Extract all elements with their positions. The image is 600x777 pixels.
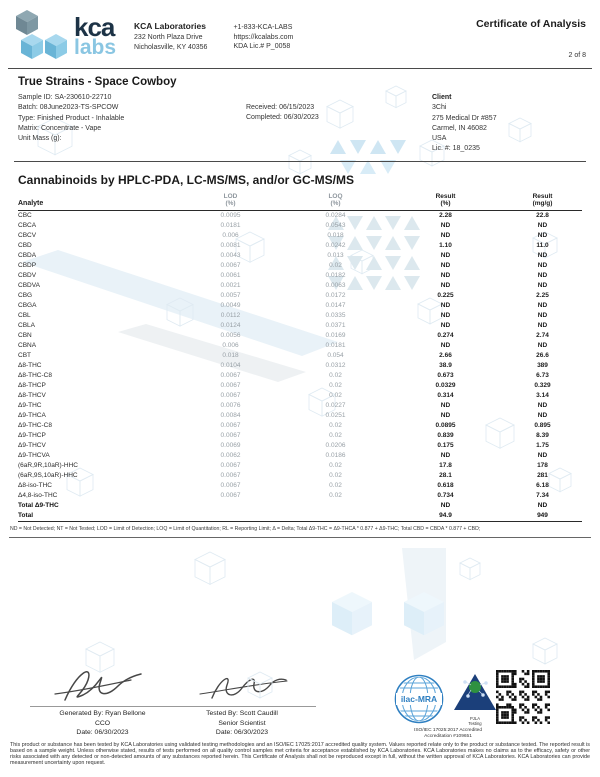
cell-analyte: Δ9-THCVA [18, 451, 50, 459]
cell-mgg: 8.39 [536, 431, 549, 439]
cell-analyte: CBL [18, 311, 31, 319]
cell-loq: 0.0227 [325, 401, 346, 409]
cell-loq [283, 501, 388, 511]
cell-loq: 0.0147 [325, 301, 346, 309]
table-row [18, 331, 582, 341]
cell-lod: 0.006 [222, 341, 239, 349]
header-result-pct-line2: (%) [440, 200, 451, 208]
cell-lod: 0.0067 [220, 481, 241, 489]
sample-id: Sample ID: SA-230610-22710 [18, 94, 112, 101]
cell-lod: 0.0069 [220, 441, 241, 449]
cell-lod: 0.0049 [220, 301, 241, 309]
cell-loq: 0.0242 [325, 241, 346, 249]
sample-dates-block [246, 93, 432, 155]
cell-loq: 0.02 [329, 261, 342, 269]
table-row [18, 451, 582, 461]
cell-mgg: ND [537, 401, 548, 409]
cell-pct: ND [440, 411, 451, 419]
cell-pct: 1.10 [439, 241, 452, 249]
cell-mgg: ND [537, 271, 548, 279]
tested-by-date: Date: 06/30/2023 [215, 729, 269, 737]
table-row [18, 221, 582, 231]
table-row [18, 501, 582, 511]
logo-text-kca: kca [74, 12, 115, 42]
cell-analyte: Δ8-THCV [18, 391, 46, 399]
table-row [18, 261, 582, 271]
cell-pct: ND [440, 221, 451, 229]
cell-lod: 0.0043 [220, 251, 241, 259]
table-row [18, 401, 582, 411]
cell-pct: ND [440, 321, 451, 329]
table-row [18, 431, 582, 441]
lab-name: KCA Laboratories [134, 21, 206, 31]
cell-loq: 0.013 [327, 251, 344, 259]
cell-loq: 0.0251 [325, 411, 346, 419]
cell-lod: 0.0076 [220, 401, 241, 409]
cell-pct: ND [440, 281, 451, 289]
cell-analyte: Δ8-THC [18, 361, 42, 369]
ilac-mra-label: ilac-MRA [400, 694, 438, 705]
header-result-pct-line1: Result [435, 192, 456, 200]
cell-mgg: 7.34 [536, 491, 549, 499]
tested-by-name: Tested By: Scott Caudill [206, 710, 278, 717]
sample-unit-mass: Unit Mass (g): [18, 135, 62, 143]
cell-mgg: 178 [537, 461, 548, 469]
cell-pct: 0.734 [437, 491, 454, 499]
cell-analyte: CBT [18, 351, 31, 359]
cell-lod: 0.0095 [220, 211, 241, 219]
cell-pct: 0.175 [437, 441, 454, 449]
cell-loq: 0.02 [329, 431, 342, 439]
cell-mgg: 2.25 [536, 291, 549, 299]
cell-mgg: ND [537, 281, 548, 289]
cell-lod: 0.0124 [220, 321, 241, 329]
cell-pct: ND [440, 231, 451, 239]
cell-lod: 0.0067 [220, 261, 241, 269]
cell-lod: 0.0067 [220, 461, 241, 469]
table-row [18, 301, 582, 311]
cell-loq: 0.054 [327, 351, 344, 359]
cell-pct: 2.28 [439, 211, 452, 219]
cell-mgg: 6.18 [536, 481, 549, 489]
header-result-mgg-line1: Result [532, 192, 553, 200]
accreditation-line1: ISO/IEC 17025:2017 Accredited [414, 728, 482, 733]
cell-lod: 0.0067 [220, 391, 241, 399]
cell-mgg: 3.14 [536, 391, 549, 399]
cell-loq: 0.0186 [325, 451, 346, 459]
cell-mgg: 0.329 [534, 381, 551, 389]
cell-analyte: Δ8-iso-THC [18, 481, 52, 489]
table-row [18, 461, 582, 471]
cell-lod [178, 511, 283, 521]
cell-loq: 0.0543 [325, 221, 346, 229]
cell-lod: 0.0067 [220, 421, 241, 429]
cell-pct: 0.839 [437, 431, 454, 439]
page-indicator: 2 of 8 [568, 52, 586, 59]
sample-batch: Batch: 08June2023-TS-SPCOW [18, 104, 119, 112]
client-country: USA [432, 135, 447, 143]
client-address2: Carmel, IN 46082 [432, 124, 487, 132]
generated-by-title: CCO [94, 719, 111, 727]
cell-analyte: CBCA [18, 221, 37, 229]
cell-loq: 0.02 [329, 461, 342, 469]
cell-lod: 0.006 [222, 231, 239, 239]
cell-pct: 0.274 [437, 331, 454, 339]
table-row [18, 351, 582, 361]
header-lod-line2: (%) [225, 200, 236, 208]
cell-analyte: CBDP [18, 261, 37, 269]
cell-loq: 0.018 [327, 231, 344, 239]
table-row [18, 341, 582, 351]
cell-mgg: ND [537, 321, 548, 329]
cell-pct: 2.66 [439, 351, 452, 359]
lab-contact-block [233, 23, 293, 64]
table-row [18, 411, 582, 421]
lab-address-line1: 232 North Plaza Drive [134, 34, 203, 41]
section-title: Cannabinoids by HPLC-PDA, LC-MS/MS, and/or GC-MS/MS [18, 172, 354, 187]
cell-lod: 0.0181 [220, 221, 241, 229]
cell-pct: 0.0329 [435, 381, 456, 389]
sample-type: Type: Finished Product - Inhalable [18, 114, 125, 122]
cell-analyte: CBLA [18, 321, 35, 329]
cell-analyte: Δ8-THC-C8 [18, 371, 52, 379]
header-loq-line2: (%) [330, 200, 341, 208]
cell-pct: ND [440, 261, 451, 269]
generated-by-name: Generated By: Ryan Bellone [59, 710, 146, 717]
cell-mgg: ND [537, 261, 548, 269]
cell-mgg: ND [537, 311, 548, 319]
cell-loq: 0.02 [329, 421, 342, 429]
cell-loq: 0.0371 [325, 321, 346, 329]
header-loq-line1: LOQ [328, 192, 343, 200]
cell-loq: 0.0181 [325, 341, 346, 349]
cell-lod: 0.0104 [220, 361, 241, 369]
cell-analyte: (6aR,9R,10aR)-HHC [18, 461, 78, 469]
cell-mgg: ND [537, 301, 548, 309]
header-loq [283, 193, 388, 208]
cell-pct: 0.618 [437, 481, 454, 489]
table-row [18, 491, 582, 501]
cell-analyte: CBCV [18, 231, 37, 239]
cell-pct: ND [440, 251, 451, 259]
table-row [18, 211, 582, 221]
sample-details-block [18, 93, 246, 155]
table-row [18, 511, 582, 521]
cell-analyte: CBC [18, 211, 32, 219]
cell-analyte: Total Δ9-THC [18, 501, 59, 509]
cell-mgg: ND [537, 221, 548, 229]
product-title: True Strains - Space Cowboy [18, 76, 177, 88]
cell-analyte: Δ9-THC [18, 401, 42, 409]
lab-address-block [134, 21, 207, 64]
header-result-mgg [503, 193, 582, 208]
completed-date: Completed: 06/30/2023 [246, 114, 319, 122]
cell-lod [178, 501, 283, 511]
cell-loq: 0.0206 [325, 441, 346, 449]
cell-mgg: 0.895 [534, 421, 551, 429]
document-title: Certificate of Analysis [476, 18, 586, 30]
cell-analyte: Δ8-THCP [18, 381, 46, 389]
table-row [18, 361, 582, 371]
cell-mgg: 281 [537, 471, 548, 479]
cell-pct: 0.225 [437, 291, 454, 299]
cell-lod: 0.0067 [220, 471, 241, 479]
cell-analyte: Δ9-THCV [18, 441, 46, 449]
cell-pct: 28.1 [439, 471, 452, 479]
cell-pct: ND [440, 341, 451, 349]
cell-loq: 0.0172 [325, 291, 346, 299]
table-row [18, 371, 582, 381]
generated-by-date: Date: 06/30/2023 [76, 729, 129, 737]
sample-matrix: Matrix: Concentrate - Vape [18, 124, 102, 132]
cell-mgg: 389 [537, 361, 548, 369]
table-row [18, 251, 582, 261]
header-divider [8, 68, 592, 69]
lab-website: https://kcalabs.com [233, 33, 294, 41]
pjla-label: PJLA [469, 716, 480, 721]
table-footnote: ND = Not Detected; NT = Not Tested; LOD = Limit of Detection; LOQ = Limit of Quantitation; RL = Reporting Limit; Δ = Delta; Total Δ9-THC = Δ9-THCA * 0.877 + Δ9-THC; Total CBD = CBDA * 0.877 + CBD; [10, 525, 481, 532]
document-title-block [476, 18, 586, 64]
cell-loq: 0.02 [329, 481, 342, 489]
cell-analyte: Total [18, 511, 34, 519]
cell-pct: ND [440, 271, 451, 279]
cell-mgg: 26.6 [536, 351, 549, 359]
cell-mgg: ND [537, 341, 548, 349]
cell-pct: ND [440, 311, 451, 319]
cell-loq [283, 511, 388, 521]
client-label: Client [432, 94, 452, 101]
cell-loq: 0.02 [329, 381, 342, 389]
cell-mgg: ND [537, 251, 548, 259]
cell-loq: 0.02 [329, 491, 342, 499]
lab-kda-license: KDA Lic.# P_0058 [233, 43, 291, 50]
cell-lod: 0.0057 [220, 291, 241, 299]
cell-mgg: ND [537, 231, 548, 239]
client-name: 3Chi [432, 104, 447, 112]
cell-loq: 0.0169 [325, 331, 346, 339]
cell-mgg: 22.8 [536, 211, 549, 219]
cell-analyte: Δ9-THCP [18, 431, 46, 439]
table-row [18, 241, 582, 251]
table-row [18, 481, 582, 491]
header-result-pct [388, 193, 503, 208]
tested-by-title: Senior Scientist [218, 719, 266, 727]
table-row [18, 281, 582, 291]
cell-analyte: CBGA [18, 301, 37, 309]
cell-mgg: ND [537, 501, 548, 509]
cell-mgg: 949 [537, 511, 548, 519]
cell-lod: 0.0067 [220, 381, 241, 389]
cell-loq: 0.02 [329, 471, 342, 479]
cannabinoid-table [18, 193, 582, 522]
cell-analyte: CBDVA [18, 281, 40, 289]
table-row [18, 311, 582, 321]
table-row [18, 291, 582, 301]
header [0, 0, 600, 64]
cell-mgg: 1.75 [536, 441, 549, 449]
cell-mgg: 2.74 [536, 331, 549, 339]
cell-pct: 17.8 [439, 461, 452, 469]
cell-analyte: CBD [18, 241, 32, 249]
table-row [18, 471, 582, 481]
kca-labs-logo [14, 8, 116, 64]
footnote-divider [9, 537, 591, 538]
cell-mgg: ND [537, 451, 548, 459]
legal-disclaimer: This product or substance has been tested by KCA Laboratories using validated testing methodologies and an ISO/IEC 17025:2017 accredited quality system. Values reported relate only to the product or substance tested. The reported result is based on a sample weight. Unless otherwise stated, results of tests performed on all quality control samples met criteria for acceptance established by KCA Laboratories. KCA Laboratories makes no claims as to the efficacy, safety or other risks associated with any detected or non-detected amounts of any substances reported herein. This Certificate of Analysis shall not be reproduced except in full, without the written approval of KCA Laboratories. KCA Laboratories can provide measurement uncertainty upon request. [10, 742, 590, 766]
cell-loq: 0.0335 [325, 311, 346, 319]
table-row [18, 321, 582, 331]
cell-lod: 0.0112 [220, 311, 241, 319]
table-row [18, 441, 582, 451]
cell-lod: 0.018 [222, 351, 239, 359]
cell-analyte: Δ9-THCA [18, 411, 46, 419]
received-date: Received: 06/15/2023 [246, 104, 315, 111]
cell-mgg: 6.73 [536, 371, 549, 379]
header-analyte: Analyte [18, 200, 44, 208]
header-lod-line1: LOD [223, 192, 238, 200]
cell-lod: 0.0067 [220, 371, 241, 379]
table-row [18, 271, 582, 281]
table-header-row [18, 193, 582, 211]
cell-pct: 38.9 [439, 361, 452, 369]
cell-pct: ND [440, 301, 451, 309]
client-license: Lic. #: 18_0235 [432, 145, 480, 153]
client-address1: 275 Medical Dr #857 [432, 114, 497, 122]
cell-lod: 0.0067 [220, 491, 241, 499]
cell-analyte: Δ9-THC-C8 [18, 421, 52, 429]
table-row [18, 421, 582, 431]
table-row [18, 391, 582, 401]
cell-lod: 0.0067 [220, 431, 241, 439]
cell-loq: 0.02 [329, 371, 342, 379]
sample-divider [14, 161, 586, 162]
header-lod [178, 193, 283, 208]
cell-loq: 0.02 [329, 391, 342, 399]
cell-loq: 0.0312 [325, 361, 346, 369]
cell-loq: 0.0063 [325, 281, 346, 289]
cell-lod: 0.0081 [220, 241, 241, 249]
table-row [18, 231, 582, 241]
cell-analyte: CBDV [18, 271, 37, 279]
header-result-mgg-line2: (mg/g) [532, 200, 553, 208]
analyte-table-body [18, 211, 582, 521]
cell-analyte: (6aR,9S,10aR)-HHC [18, 471, 78, 479]
cell-analyte: CBDA [18, 251, 37, 259]
cell-lod: 0.0056 [220, 331, 241, 339]
lab-address-line2: Nicholasville, KY 40356 [134, 43, 208, 51]
sample-info-section [0, 88, 600, 155]
cell-lod: 0.0021 [220, 281, 241, 289]
pjla-sub-label: Testing [468, 720, 482, 726]
cell-pct: ND [440, 401, 451, 409]
cell-pct: 0.314 [437, 391, 454, 399]
logo-text-labs: labs [74, 36, 117, 59]
lab-phone: +1-833-KCA-LABS [233, 24, 293, 31]
cell-analyte: CBNA [18, 341, 37, 349]
cell-mgg: ND [537, 411, 548, 419]
cell-pct: 0.0895 [435, 421, 456, 429]
cell-analyte: CBN [18, 331, 32, 339]
cell-lod: 0.0062 [220, 451, 241, 459]
logo-wordmark [74, 14, 116, 58]
cell-analyte: CBG [18, 291, 33, 299]
cell-pct: 0.673 [437, 371, 454, 379]
cell-analyte: Δ4,8-iso-THC [18, 491, 58, 499]
cell-lod: 0.0084 [220, 411, 241, 419]
logo-cubes-icon [14, 8, 68, 64]
cell-pct: ND [440, 501, 451, 509]
cell-lod: 0.0061 [220, 271, 241, 279]
cell-mgg: 11.0 [536, 241, 549, 249]
cell-pct: 94.9 [439, 511, 452, 519]
client-block [432, 93, 582, 155]
cell-loq: 0.0182 [325, 271, 346, 279]
cell-pct: ND [440, 451, 451, 459]
accreditation-line2: Accreditation #109651 [424, 733, 472, 739]
cell-loq: 0.0284 [325, 211, 346, 219]
table-row [18, 381, 582, 391]
